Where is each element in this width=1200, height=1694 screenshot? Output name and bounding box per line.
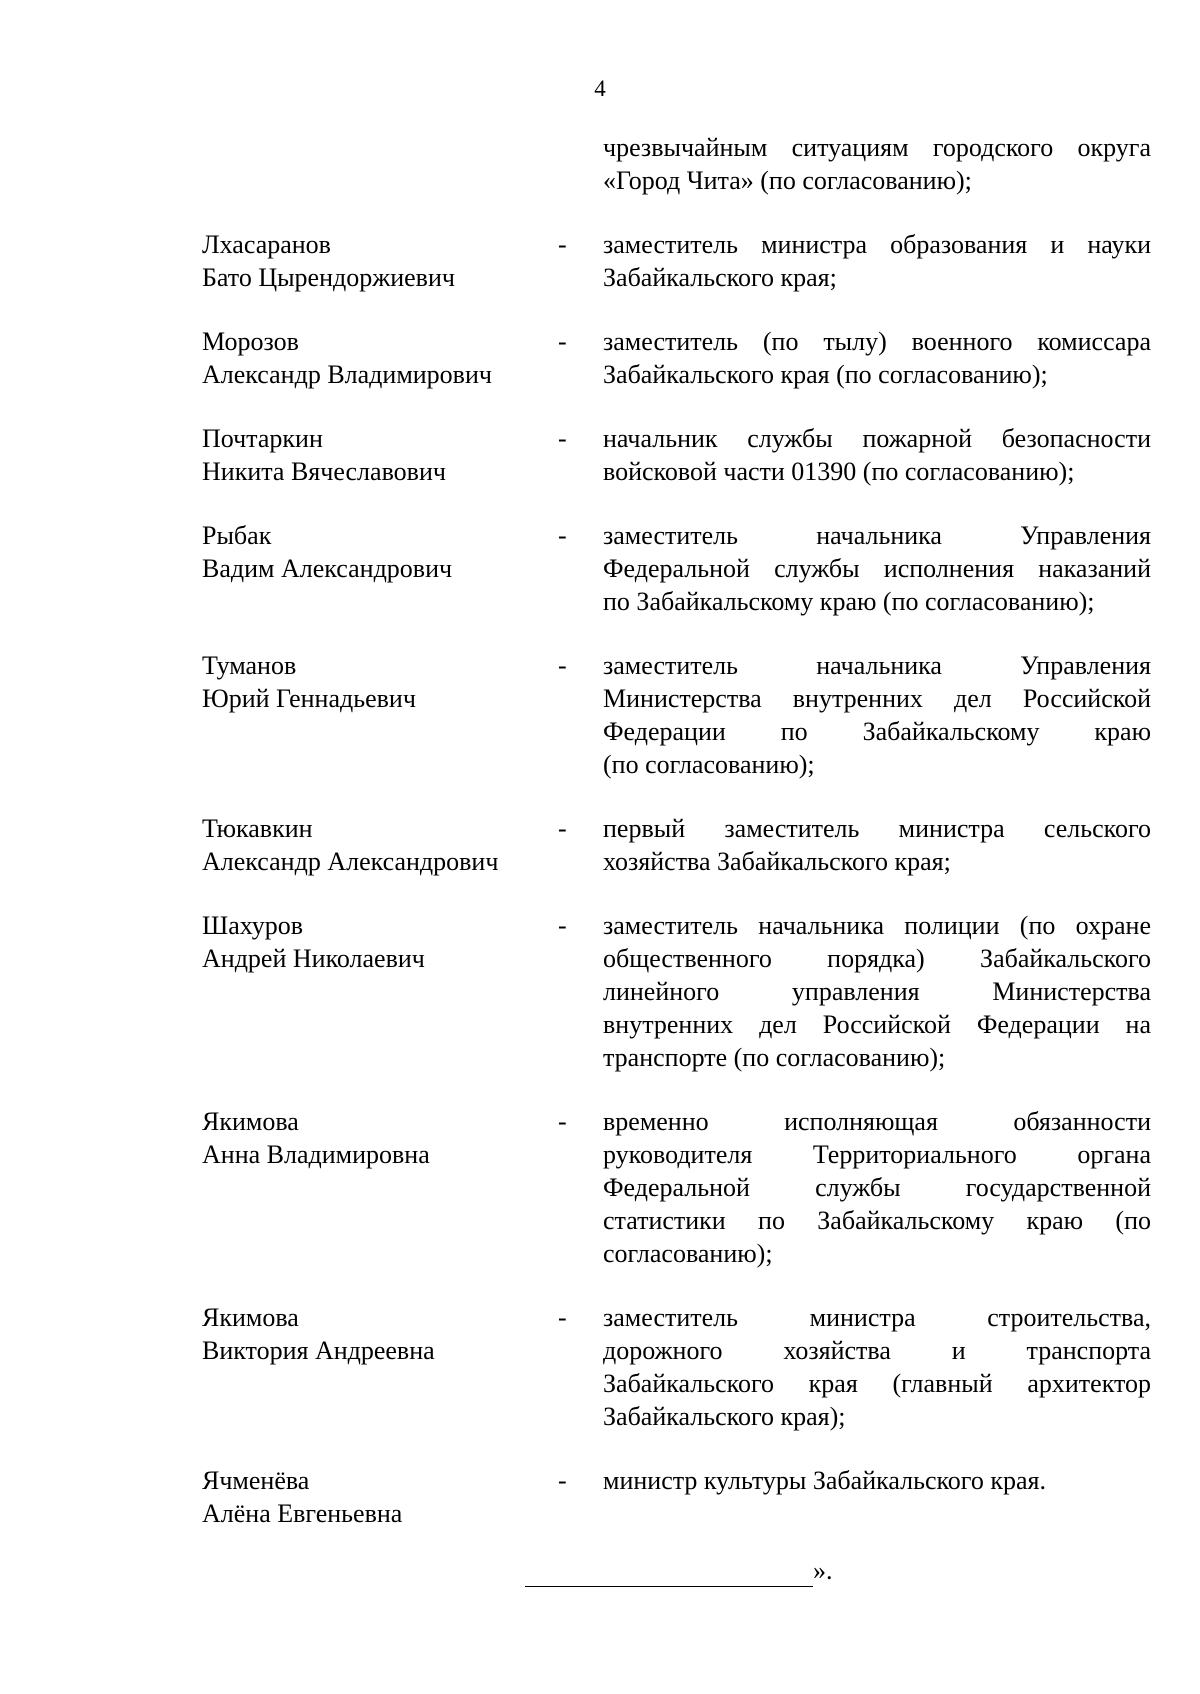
position-line: заместитель начальника Управления bbox=[603, 651, 1151, 680]
member-surname: Туманов bbox=[202, 651, 297, 680]
dash-separator: - bbox=[558, 327, 567, 356]
dash-separator: - bbox=[558, 424, 567, 453]
closing-mark bbox=[525, 1554, 833, 1587]
position-line: Забайкальского края (главный архитектор bbox=[603, 1369, 1151, 1398]
dash-separator: - bbox=[558, 1107, 567, 1136]
page-number: 4 bbox=[594, 76, 606, 101]
member-position bbox=[603, 228, 1151, 294]
position-line: по Забайкальскому краю (по согласованию); bbox=[603, 587, 1095, 616]
position-line: линейного управления Министерства bbox=[603, 977, 1151, 1006]
dash-separator: - bbox=[558, 911, 567, 940]
member-entry bbox=[202, 519, 1151, 618]
position-line: статистики по Забайкальскому краю (по bbox=[603, 1206, 1151, 1235]
position-line: руководителя Территориального органа bbox=[603, 1140, 1151, 1169]
commission-members-list bbox=[202, 228, 1151, 1561]
member-name bbox=[202, 325, 558, 391]
position-line: Министерства внутренних дел Российской bbox=[603, 684, 1151, 713]
dash-separator: - bbox=[558, 651, 567, 680]
position-line: Федеральной службы государственной bbox=[603, 1173, 1151, 1202]
member-entry bbox=[202, 422, 1151, 488]
member-given-names: Никита Вячеславович bbox=[202, 457, 446, 486]
position-line: войсковой части 01390 (по согласованию); bbox=[603, 457, 1075, 486]
position-line: согласованию); bbox=[603, 1239, 773, 1268]
member-name bbox=[202, 228, 558, 294]
member-position bbox=[603, 519, 1151, 618]
member-surname: Лхасаранов bbox=[202, 230, 331, 259]
position-line: заместитель начальника Управления bbox=[603, 521, 1151, 550]
member-surname: Якимова bbox=[202, 1107, 299, 1136]
position-line: транспорте (по согласованию); bbox=[603, 1043, 946, 1072]
member-entry bbox=[202, 1105, 1151, 1270]
member-given-names: Анна Владимировна bbox=[202, 1140, 430, 1169]
member-given-names: Юрий Геннадьевич bbox=[202, 684, 416, 713]
position-line: первый заместитель министра сельского bbox=[603, 814, 1151, 843]
position-line: заместитель начальника полиции (по охране bbox=[603, 911, 1151, 940]
position-line: Забайкальского края); bbox=[603, 1402, 846, 1431]
previous-entry-continuation bbox=[603, 131, 1151, 197]
member-surname: Якимова bbox=[202, 1303, 299, 1332]
member-position bbox=[603, 422, 1151, 488]
member-surname: Рыбак bbox=[202, 521, 272, 550]
closing-underline bbox=[525, 1564, 813, 1587]
continuation-line: чрезвычайным ситуациям городского округа bbox=[603, 133, 1151, 162]
member-given-names: Александр Владимирович bbox=[202, 360, 492, 389]
continuation-line: «Город Чита» (по согласованию); bbox=[603, 166, 972, 195]
dash-separator: - bbox=[558, 230, 567, 259]
member-entry bbox=[202, 649, 1151, 781]
member-given-names: Алёна Евгеньевна bbox=[202, 1499, 403, 1528]
member-entry bbox=[202, 1464, 1151, 1530]
member-position bbox=[603, 812, 1151, 878]
position-line: Забайкальского края (по согласованию); bbox=[603, 360, 1048, 389]
position-line: общественного порядка) Забайкальского bbox=[603, 944, 1151, 973]
member-given-names: Александр Александрович bbox=[202, 847, 499, 876]
position-line: Забайкальского края; bbox=[603, 263, 837, 292]
member-name bbox=[202, 649, 558, 781]
member-entry bbox=[202, 909, 1151, 1074]
closing-quote: ». bbox=[813, 1556, 833, 1585]
dash-separator: - bbox=[558, 521, 567, 550]
dash-separator: - bbox=[558, 1303, 567, 1332]
position-line: министр культуры Забайкальского края. bbox=[603, 1466, 1046, 1495]
member-position bbox=[603, 1464, 1151, 1530]
position-line: заместитель министра строительства, bbox=[603, 1303, 1151, 1332]
position-line: Федеральной службы исполнения наказаний bbox=[603, 554, 1151, 583]
member-position bbox=[603, 1301, 1151, 1433]
member-name bbox=[202, 909, 558, 1074]
position-line: временно исполняющая обязанности bbox=[603, 1107, 1151, 1136]
member-entry bbox=[202, 325, 1151, 391]
member-entry bbox=[202, 812, 1151, 878]
member-surname: Ячменёва bbox=[202, 1466, 310, 1495]
dash-separator: - bbox=[558, 1466, 567, 1495]
dash-separator: - bbox=[558, 814, 567, 843]
position-line: начальник службы пожарной безопасности bbox=[603, 424, 1151, 453]
member-given-names: Бато Цырендоржиевич bbox=[202, 263, 455, 292]
member-name bbox=[202, 1105, 558, 1270]
position-line: дорожного хозяйства и транспорта bbox=[603, 1336, 1151, 1365]
position-line: Федерации по Забайкальскому краю bbox=[603, 717, 1151, 746]
member-name bbox=[202, 519, 558, 618]
position-line: хозяйства Забайкальского края; bbox=[603, 847, 951, 876]
member-position bbox=[603, 1105, 1151, 1270]
member-name bbox=[202, 1464, 558, 1530]
position-line: внутренних дел Российской Федерации на bbox=[603, 1010, 1151, 1039]
member-given-names: Вадим Александрович bbox=[202, 554, 453, 583]
member-position bbox=[603, 325, 1151, 391]
member-surname: Морозов bbox=[202, 327, 299, 356]
position-line: (по согласованию); bbox=[603, 750, 815, 779]
member-position bbox=[603, 649, 1151, 781]
member-position bbox=[603, 909, 1151, 1074]
member-given-names: Андрей Николаевич bbox=[202, 944, 425, 973]
member-entry bbox=[202, 228, 1151, 294]
member-given-names: Виктория Андреевна bbox=[202, 1336, 435, 1365]
position-line: заместитель министра образования и науки bbox=[603, 230, 1151, 259]
member-surname: Тюкавкин bbox=[202, 814, 313, 843]
member-entry bbox=[202, 1301, 1151, 1433]
member-surname: Почтаркин bbox=[202, 424, 323, 453]
member-name bbox=[202, 812, 558, 878]
member-surname: Шахуров bbox=[202, 911, 304, 940]
member-name bbox=[202, 422, 558, 488]
member-name bbox=[202, 1301, 558, 1433]
position-line: заместитель (по тылу) военного комиссара bbox=[603, 327, 1151, 356]
